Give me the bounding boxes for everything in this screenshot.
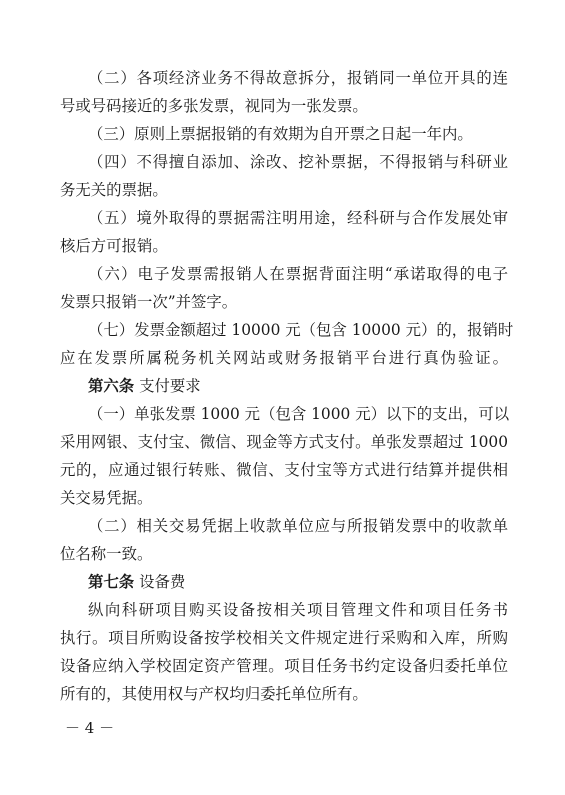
paragraph-line: （二）相关交易凭据上收款单位应与所报销发票中的收款单 [88,517,508,535]
page-number: － 4 － [65,719,115,737]
paragraph-line: 务无关的票据。 [60,181,168,199]
paragraph-line: 发票只报销一次”并签字。 [60,293,238,311]
paragraph-line: 位名称一致。 [60,545,153,563]
paragraph-line: （六）电子发票需报销人在票据背面注明“承诺取得的电子 [88,265,508,283]
paragraph-line: 所有的，其使用权与产权均归委托单位所有。 [60,685,368,703]
paragraph-line: （四）不得擅自添加、涂改、挖补票据，不得报销与科研业 [88,153,508,171]
paragraph-line: 元的，应通过银行转账、微信、支付宝等方式进行结算并提供相 [60,461,508,479]
article-6-label: 第六条 [88,377,135,395]
article-7-label: 第七条 [88,573,135,591]
paragraph-line: （七）发票金额超过 10000 元（包含 10000 元）的，报销时 [88,321,514,339]
paragraph-line: 采用网银、支付宝、微信、现金等方式支付。单张发票超过 1000 [60,433,508,451]
article-7-title: 设备费 [139,573,186,591]
paragraph-line: 纵向科研项目购买设备按相关项目管理文件和项目任务书 [88,601,508,619]
paragraph-line: （五）境外取得的票据需注明用途，经科研与合作发展处审 [88,209,508,227]
paragraph-line: （三）原则上票据报销的有效期为自开票之日起一年内。 [88,125,473,143]
paragraph-line: （一）单张发票 1000 元（包含 1000 元）以下的支出，可以 [88,405,510,423]
paragraph-line: 设备应纳入学校固定资产管理。项目任务书约定设备归委托单位 [60,657,508,675]
paragraph-line: 核后方可报销。 [60,237,168,255]
paragraph-line: （二）各项经济业务不得故意拆分，报销同一单位开具的连 [88,69,508,87]
article-6-title: 支付要求 [139,377,201,395]
paragraph-line: 应在发票所属税务机关网站或财务报销平台进行真伪验证。 [60,349,508,367]
paragraph-line: 执行。项目所购设备按学校相关文件规定进行采购和入库，所购 [60,629,508,647]
paragraph-line: 号或号码接近的多张发票，视同为一张发票。 [60,97,368,115]
article-6-heading [88,376,508,396]
article-7-heading [88,572,508,592]
paragraph-line: 关交易凭据。 [60,489,153,507]
